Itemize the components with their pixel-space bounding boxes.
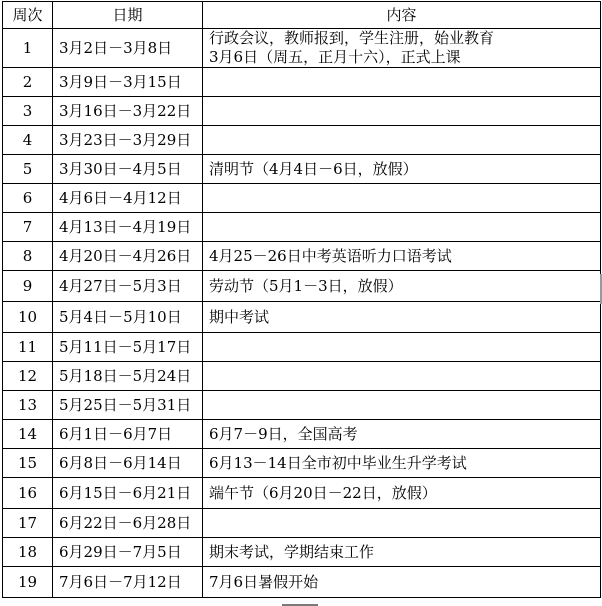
- content-line: 6月7－9日，全国高考: [209, 424, 358, 443]
- week-cell: 17: [3, 509, 53, 538]
- date-cell: 3月16日－3月22日: [53, 97, 203, 126]
- date-cell: 6月1日－6月7日: [53, 420, 203, 449]
- table-row: [3, 478, 601, 509]
- date-cell: 6月8日－6月14日: [53, 449, 203, 478]
- week-cell: 5: [3, 155, 53, 184]
- header-content: 内容: [203, 2, 601, 29]
- content-cell: [203, 242, 601, 271]
- content-line: 清明节（4月4日－6日，放假）: [209, 159, 418, 178]
- table-row: [3, 126, 601, 155]
- date-cell: 5月25日－5月31日: [53, 391, 203, 420]
- table-row: [3, 391, 601, 420]
- date-cell: 4月6日－4月12日: [53, 184, 203, 213]
- week-cell: 6: [3, 184, 53, 213]
- content-cell: [203, 449, 601, 478]
- table-row: [3, 509, 601, 538]
- content-cell: [203, 362, 601, 391]
- table-row: [3, 213, 601, 242]
- week-cell: 10: [3, 302, 53, 333]
- date-cell: 6月29日－7月5日: [53, 538, 203, 567]
- table-row: [3, 449, 601, 478]
- content-cell: [203, 68, 601, 97]
- table-row: [3, 302, 601, 333]
- content-cell: [203, 213, 601, 242]
- content-line: 期中考试: [209, 307, 270, 326]
- content-cell: [203, 302, 601, 333]
- header-date: 日期: [53, 2, 203, 29]
- date-cell: 5月18日－5月24日: [53, 362, 203, 391]
- date-cell: 7月6日－7月12日: [53, 567, 203, 598]
- date-cell: 5月11日－5月17日: [53, 333, 203, 362]
- content-cell: [203, 184, 601, 213]
- table-row: [3, 97, 601, 126]
- content-line: 劳动节（5月1－3日，放假）: [209, 276, 403, 295]
- content-cell: [203, 29, 601, 68]
- date-cell: 6月22日－6月28日: [53, 509, 203, 538]
- content-cell: [203, 126, 601, 155]
- content-cell: [203, 509, 601, 538]
- header-row: [3, 2, 601, 29]
- week-cell: 7: [3, 213, 53, 242]
- content-line: 行政会议，教师报到，学生注册，始业教育: [209, 29, 495, 47]
- content-line: 3月6日（周五，正月十六），正式上课: [209, 48, 461, 66]
- table-row: [3, 333, 601, 362]
- date-cell: 4月27日－5月3日: [53, 271, 203, 302]
- content-cell: [203, 567, 601, 598]
- week-cell: 3: [3, 97, 53, 126]
- date-cell: 6月15日－6月21日: [53, 478, 203, 509]
- week-cell: 14: [3, 420, 53, 449]
- content-line: 期末考试，学期结束工作: [209, 542, 375, 561]
- content-line: 4月25－26日中考英语听力口语考试: [209, 246, 452, 265]
- date-cell: 3月30日－4月5日: [53, 155, 203, 184]
- header-week: 周次: [3, 2, 53, 29]
- week-cell: 15: [3, 449, 53, 478]
- table-row: [3, 567, 601, 598]
- date-cell: 4月20日－4月26日: [53, 242, 203, 271]
- week-cell: 2: [3, 68, 53, 97]
- table-row: [3, 242, 601, 271]
- content-cell: [203, 97, 601, 126]
- week-cell: 12: [3, 362, 53, 391]
- week-cell: 1: [3, 29, 53, 68]
- week-cell: 9: [3, 271, 53, 302]
- date-cell: 3月2日－3月8日: [53, 29, 203, 68]
- week-cell: 18: [3, 538, 53, 567]
- table-row: [3, 68, 601, 97]
- week-cell: 4: [3, 126, 53, 155]
- content-line: 端午节（6月20日－22日，放假）: [209, 483, 437, 502]
- week-cell: 13: [3, 391, 53, 420]
- date-cell: 4月13日－4月19日: [53, 213, 203, 242]
- content-cell: [203, 271, 601, 302]
- date-cell: 5月4日－5月10日: [53, 302, 203, 333]
- table-row: [3, 29, 601, 68]
- content-cell: [203, 538, 601, 567]
- table-body: [3, 29, 601, 598]
- table-row: [3, 538, 601, 567]
- content-line: 7月6日暑假开始: [209, 572, 319, 591]
- table-row: [3, 184, 601, 213]
- content-cell: [203, 155, 601, 184]
- date-cell: 3月9日－3月15日: [53, 68, 203, 97]
- content-cell: [203, 478, 601, 509]
- week-cell: 11: [3, 333, 53, 362]
- content-cell: [203, 333, 601, 362]
- table-header: [3, 2, 601, 29]
- table-row: [3, 271, 601, 302]
- date-cell: 3月23日－3月29日: [53, 126, 203, 155]
- content-line: 6月13－14日全市初中毕业生升学考试: [209, 453, 467, 472]
- content-cell: [203, 391, 601, 420]
- week-cell: 8: [3, 242, 53, 271]
- table-row: [3, 420, 601, 449]
- content-cell: [203, 420, 601, 449]
- table-row: [3, 155, 601, 184]
- week-cell: 16: [3, 478, 53, 509]
- semester-schedule-table: [2, 1, 601, 598]
- week-cell: 19: [3, 567, 53, 598]
- table-row: [3, 362, 601, 391]
